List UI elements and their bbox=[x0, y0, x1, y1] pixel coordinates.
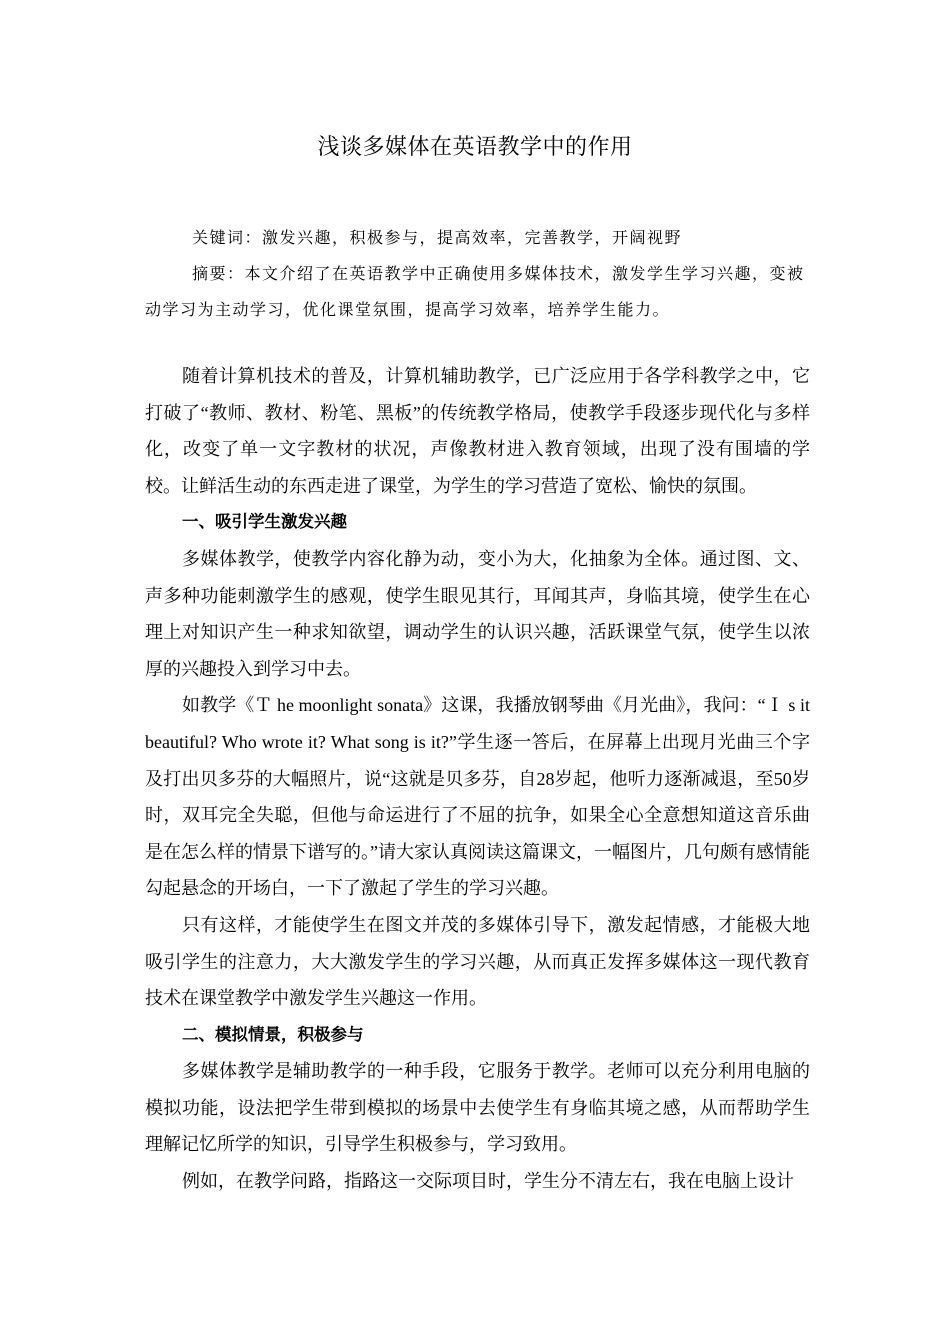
section-heading: 二、模拟情景，积极参与 bbox=[182, 1024, 364, 1044]
body-paragraph: 多媒体教学是辅助教学的一种手段，它服务于教学。老师可以充分利用电脑的模拟功能，设法把学生带到模拟的场景中去使学生有身临其境之感，从而帮助学生理解记忆所学的知识，引导学生积极参与，学习致用。 bbox=[145, 1061, 810, 1155]
keywords-line: 关键词：激发兴趣，积极参与，提高效率，完善教学，开阔视野 bbox=[192, 228, 683, 247]
intro-paragraph: 随着计算机技术的普及，计算机辅助教学，已广泛应用于各学科教学之中，它打破了“教师、教材、粉笔、黑板”的传统教学格局，使教学手段逐步现代化与多样化，改变了单一文字教材的状况，声像教材进入教育领域，出现了没有围墙的学校。让鲜活生动的东西走进了课堂，为学生的学习营造了宽松、愉快的氛围。 bbox=[145, 366, 810, 496]
body-paragraph: 只有这样，才能使学生在图文并茂的多媒体引导下，激发起情感，才能极大地吸引学生的注意力，大大激发学生的学习兴趣，从而真正发挥多媒体这一现代教育技术在课堂教学中激发学生兴趣这一作用。 bbox=[145, 914, 810, 1009]
body-text bbox=[145, 358, 810, 1200]
body-paragraph: 多媒体教学，使教学内容化静为动，变小为大，化抽象为全体。通过图、文、声多种功能刺激学生的感观，使学生眼见其行，耳闻其声，身临其境，使学生在心理上对知识产生一种求知欲望，调动学生的认识兴趣，活跃课堂气氛，使学生以浓厚的兴趣投入到学习中去。 bbox=[145, 548, 810, 679]
body-paragraph: 如教学《Ｔ he moonlight sonata》这课，我播放钢琴曲《月光曲》，我问：“Ｉ s it beautiful? Who wrote it? What song is it?”学生逐一答后，在屏幕上出现月光曲三个字及打出贝多芬的大幅照片，说“这就是贝多芬，自28岁起，他听力逐渐减退，至50岁时，双耳完全失聪，但他与命运进行了不屈的抗争，如果全心全意想知道这音乐曲是在怎么样的情景下谱写的。”请大家认真阅读这篇课文，一幅图片，几句颇有感情能勾起悬念的开场白，一下了激起了学生的学习兴趣。 bbox=[145, 695, 810, 899]
page-title: 浅谈多媒体在英语教学中的作用 bbox=[317, 135, 633, 160]
body-paragraph: 例如，在教学问路，指路这一交际项目时，学生分不清左右，我在电脑上设计 bbox=[182, 1171, 794, 1192]
abstract-paragraph: 摘要：本文介绍了在英语教学中正确使用多媒体技术，激发学生学习兴趣，变被动学习为主动学习，优化课堂氛围，提高学习效率，培养学生能力。 bbox=[145, 264, 805, 319]
section-heading: 一、吸引学生激发兴趣 bbox=[182, 512, 347, 532]
